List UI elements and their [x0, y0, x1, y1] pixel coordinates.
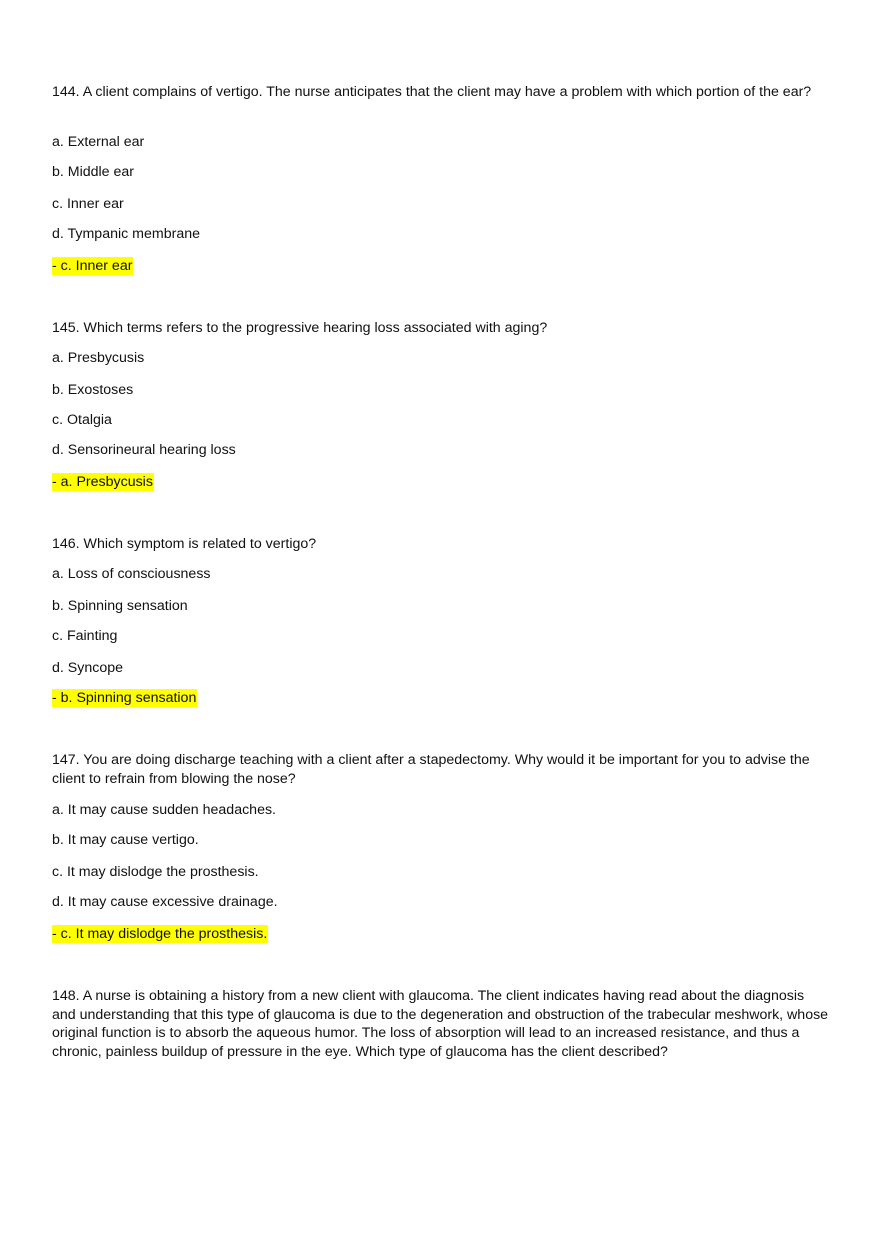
- question-text: 144. A client complains of vertigo. The nurse anticipates that the client may have a problem with which portion of the ear?: [52, 84, 812, 100]
- option-c: c. Inner ear: [52, 196, 124, 212]
- option-a: a. External ear: [52, 134, 145, 150]
- option-d: d. Sensorineural hearing loss: [52, 442, 236, 458]
- answer-highlight: - c. It may dislodge the prosthesis.: [52, 926, 268, 942]
- answer-highlight: - b. Spinning sensation: [52, 690, 197, 706]
- question-147: [52, 751, 830, 942]
- option-b: b. Exostoses: [52, 382, 134, 398]
- question-text: 145. Which terms refers to the progressive hearing loss associated with aging?: [52, 320, 548, 336]
- question-144: [52, 83, 830, 274]
- option-a: a. Presbycusis: [52, 350, 145, 366]
- option-c: c. It may dislodge the prosthesis.: [52, 864, 259, 880]
- question-146: [52, 535, 830, 706]
- question-145: [52, 319, 830, 490]
- option-b: b. Spinning sensation: [52, 598, 188, 614]
- option-b: b. Middle ear: [52, 164, 135, 180]
- answer-highlight: - a. Presbycusis: [52, 474, 153, 490]
- option-a: a. It may cause sudden headaches.: [52, 802, 276, 818]
- option-d: d. Syncope: [52, 660, 123, 676]
- question-text: 148. A nurse is obtaining a history from a new client with glaucoma. The client indicates having read about the diagnosis and understanding that this type of glaucoma is due to the degeneration and obstruction of the trabecular meshwork, whose original function is to absorb the aqueous humor. The loss of absorption will lead to an increased resistance, and thus a chronic, painless buildup of pressure in the eye. Which type of glaucoma has the client described?: [52, 988, 829, 1060]
- option-c: c. Fainting: [52, 628, 118, 644]
- question-text: 146. Which symptom is related to vertigo?: [52, 536, 317, 552]
- answer-highlight: - c. Inner ear: [52, 258, 133, 274]
- question-148: [52, 987, 830, 1061]
- question-text: 147. You are doing discharge teaching with a client after a stapedectomy. Why would it be important for you to advise the client to refrain from blowing the nose?: [52, 752, 810, 787]
- option-a: a. Loss of consciousness: [52, 566, 211, 582]
- option-b: b. It may cause vertigo.: [52, 832, 199, 848]
- option-c: c. Otalgia: [52, 412, 112, 428]
- option-d: d. Tympanic membrane: [52, 226, 200, 242]
- option-d: d. It may cause excessive drainage.: [52, 894, 278, 910]
